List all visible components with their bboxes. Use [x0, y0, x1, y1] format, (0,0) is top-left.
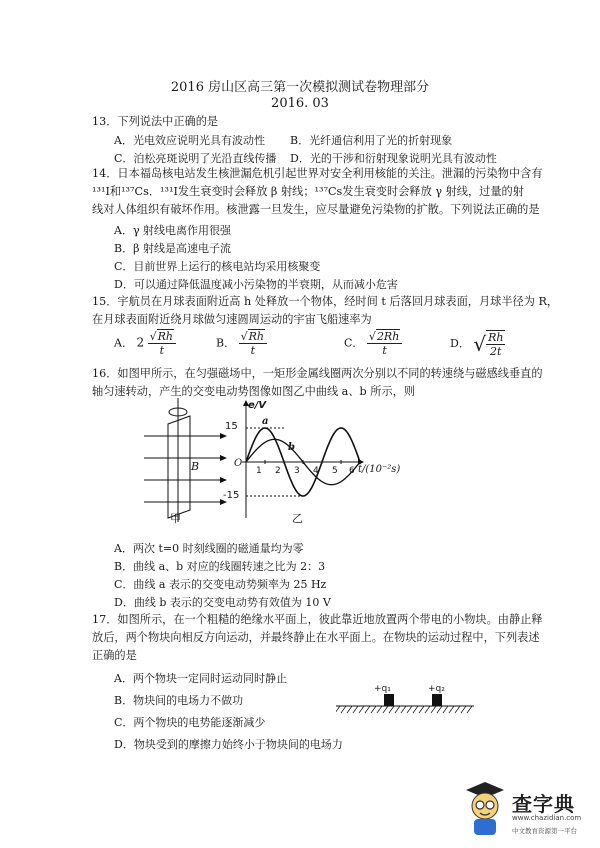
- x-axis-label: t/(10⁻²s): [358, 464, 401, 475]
- q13-option-d: D．光的干涉和衍射现象说明光具有波动性: [290, 152, 497, 165]
- q13-stem: 13．下列说法中正确的是: [92, 115, 219, 128]
- q15-option-c-label: C．: [344, 336, 364, 350]
- page-title: 2016 房山区高三第一次模拟测试卷物理部分: [170, 80, 430, 95]
- q15-option-c: [344, 330, 402, 357]
- q15-option-c-fraction: $\frac{√2Rh}{t}$: [367, 330, 402, 357]
- hatch-mark: [383, 706, 388, 713]
- q17-stem-line1: 17．如图所示，在一个粗糙的绝缘水平面上，彼此靠近地放置两个带电的小物块。由静止释: [92, 613, 543, 626]
- brand-name: 查字典: [512, 792, 575, 816]
- q15-option-b: [216, 330, 267, 357]
- q16-option-b: B．曲线 a、b 对应的线圈转速之比为 2：3: [114, 560, 326, 573]
- q15-option-b-denominator: t: [250, 344, 255, 357]
- hatch-mark: [431, 706, 436, 713]
- brand-slogan: 中文教育资源第一平台: [512, 827, 577, 835]
- block-q1: [384, 694, 394, 706]
- coil-figure: [140, 398, 232, 526]
- q17-option-a: A．两个物块一定同时运动同时静止: [114, 672, 287, 685]
- hatch-mark: [425, 706, 430, 713]
- hatch-mark: [437, 706, 442, 713]
- hatch-mark: [336, 706, 340, 713]
- q16-stem-line1: 16．如图甲所示，在匀强磁场中，一矩形金属线圈两次分别以不同的转速绕与磁感线垂直的: [92, 367, 543, 380]
- brand-url: www.chazidian.com: [512, 814, 582, 822]
- q15-option-d-denominator: 2t: [490, 345, 502, 358]
- figure-jia-label: 甲: [170, 512, 181, 525]
- y-tick-15: 15: [225, 421, 238, 432]
- q15-option-b-label: B．: [216, 336, 236, 350]
- hatch-mark: [407, 706, 412, 713]
- q15-option-c-numerator: 2Rh: [376, 330, 400, 343]
- rectangular-coil: [168, 416, 190, 518]
- charge-q1-label: +q₁: [374, 684, 391, 694]
- q16-option-c: C．曲线 a 表示的交变电动势频率为 25 Hz: [114, 578, 327, 591]
- y-axis-label: e/V: [248, 400, 267, 411]
- hatch-mark: [377, 706, 382, 713]
- q15-option-d-numerator: Rh: [488, 331, 504, 344]
- charge-q2-label: +q₂: [428, 684, 445, 694]
- ground-hatching: [336, 706, 472, 713]
- mascot-icon: [462, 778, 508, 838]
- watermark-logo: [462, 774, 582, 842]
- block-q2: [432, 694, 442, 706]
- q15-option-a-fraction: $\frac{√Rh}{t}$: [148, 330, 176, 357]
- origin-label: O: [234, 458, 243, 469]
- q14-stem-line2: ¹³¹I和¹³⁷Cs．¹³¹I发生衰变时会释放 β 射线；¹³⁷Cs发生衰变时会释放 γ 射线，过量的射: [92, 185, 524, 198]
- q16-stem-line2: 轴匀速转动，产生的交变电动势图像如图乙中曲线 a、b 所示，则: [92, 385, 416, 398]
- x-tick-5: 5: [332, 466, 338, 476]
- hatch-mark: [401, 706, 406, 713]
- x-tick-6: 6: [349, 466, 355, 476]
- q15-option-a-denominator: t: [159, 344, 164, 357]
- q13-option-a: A．光电效应说明光具有波动性: [114, 134, 265, 147]
- x-tick-2: 2: [275, 466, 281, 476]
- q17-stem-line3: 正确的是: [92, 649, 137, 662]
- q15-option-d-label: D．: [450, 337, 470, 350]
- q17-option-b: B．物块间的电场力不做功: [114, 694, 244, 707]
- page-date: 2016. 03: [271, 96, 329, 111]
- q17-stem-line2: 放后，两个物块向相反方向运动，并最终静止在水平面上。在物块的运动过程中，下列表述: [92, 631, 540, 644]
- hatch-mark: [359, 706, 364, 713]
- q15-option-c-denominator: t: [382, 344, 387, 357]
- q16-option-a: A．两次 t=0 时刻线圈的磁通量均为零: [114, 542, 304, 555]
- q15-stem-line1: 15．宇航员在月球表面附近高 h 处释放一个物体，经时间 t 后落回月球表面，月球半径为 R，: [92, 295, 559, 308]
- hatch-mark: [413, 706, 418, 713]
- q15-option-b-fraction: $\frac{√Rh}{t}$: [239, 330, 267, 357]
- hatch-mark: [455, 706, 460, 713]
- hatch-mark: [443, 706, 448, 713]
- figure-yi-label: 乙: [292, 512, 303, 525]
- x-tick-4: 4: [313, 466, 319, 476]
- q13-option-c: C．泊松亮斑说明了光沿直线传播: [114, 152, 277, 165]
- q15-option-b-numerator: Rh: [248, 330, 264, 343]
- q15-option-a-coef: 2: [136, 335, 145, 350]
- q15-option-d: D． √ $\frac{Rh}{2t}$: [450, 331, 504, 358]
- y-tick-neg15: -15: [223, 490, 240, 501]
- q13-option-b: B．光纤通信利用了光的折射现象: [290, 134, 453, 147]
- curve-a-label: a: [262, 416, 269, 427]
- q14-option-c: C．目前世界上运行的核电站均采用核聚变: [114, 260, 321, 273]
- q17-option-c: C．两个物块的电势能逐渐减少: [114, 716, 266, 729]
- q15-option-a: [114, 330, 176, 357]
- hatch-mark: [389, 706, 394, 713]
- q14-option-d: D．可以通过降低温度减小污染物的半衰期，从而减小危害: [114, 278, 398, 291]
- hatch-mark: [371, 706, 376, 713]
- hatch-mark: [353, 706, 358, 713]
- hatch-mark: [461, 706, 466, 713]
- q17-option-d: D．物块受到的摩擦力始终小于物块间的电场力: [114, 738, 343, 751]
- q14-stem-line3: 线对人体组织有破坏作用。核泄露一旦发生，应尽量避免污染物的扩散。下列说法正确的是: [92, 203, 540, 216]
- hatch-mark: [341, 706, 346, 713]
- q14-option-a: A．γ 射线电离作用很强: [114, 224, 232, 237]
- q15-option-d-fraction: [486, 330, 505, 358]
- hatch-mark: [365, 706, 370, 713]
- x-tick-3: 3: [294, 466, 300, 476]
- hatch-mark: [395, 706, 400, 713]
- hatch-mark: [467, 706, 472, 713]
- q15-option-a-numerator: Rh: [157, 330, 173, 343]
- curve-b-label: b: [288, 442, 295, 453]
- q15-stem-line2: 在月球表面附近绕月球做匀速圆周运动的宇宙飞船速率为: [92, 313, 372, 326]
- hatch-mark: [347, 706, 352, 713]
- q15-option-a-label: A．: [114, 336, 133, 350]
- emf-chart: [222, 398, 372, 524]
- x-tick-1: 1: [256, 466, 262, 476]
- field-label: B: [191, 460, 200, 473]
- q14-stem-line1: 14．日本福岛核电站发生核泄漏危机引起世界对安全利用核能的关注。泄漏的污染物中含有: [92, 167, 543, 180]
- charged-blocks-figure: [336, 680, 476, 716]
- q16-option-d: D．曲线 b 表示的交变电动势有效值为 10 V: [114, 596, 331, 609]
- hatch-mark: [419, 706, 424, 713]
- hatch-mark: [449, 706, 454, 713]
- q14-option-b: B．β 射线是高速电子流: [114, 242, 231, 255]
